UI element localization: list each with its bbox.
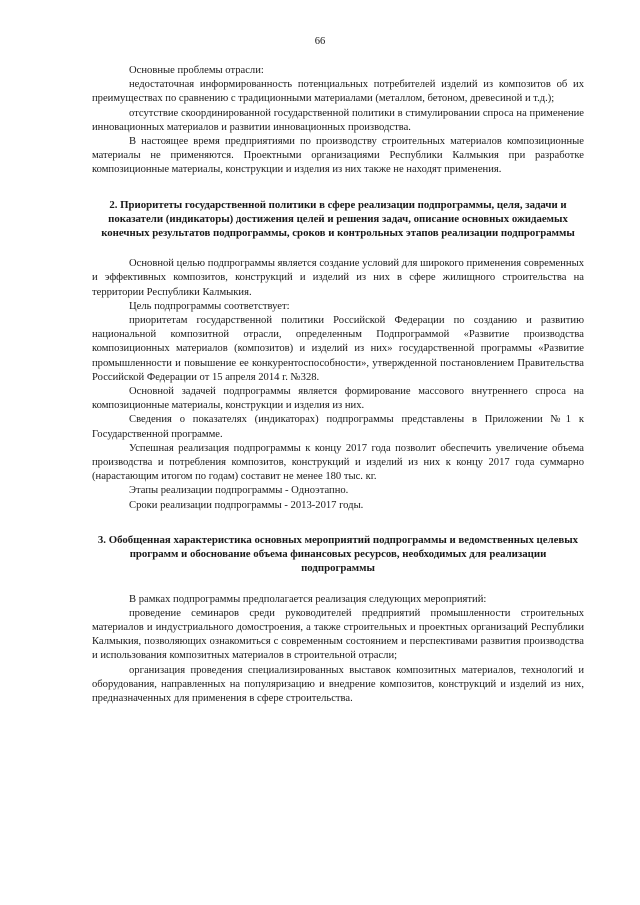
paragraph: Цель подпрограммы соответствует: bbox=[129, 300, 290, 312]
paragraph: Сроки реализации подпрограммы - 2013-2017 годы. bbox=[129, 499, 364, 511]
paragraph: Сведения о показателях (индикаторах) подпрограммы представлены в Приложении №1 к Государственной программе. bbox=[92, 414, 584, 440]
paragraph: проведение семинаров среди руководителей предприятий промышленности строительных материалов и индустриального домостроения, а также строительных и проектных организаций Республики Калмыкия, позволяющих ознакомиться с современным состоянием и перспективами развития производства и использования композитных материалов в строительной отрасли; bbox=[92, 607, 584, 662]
page-content bbox=[92, 64, 584, 706]
paragraph: Этапы реализации подпрограммы - Одноэтапно. bbox=[129, 485, 349, 497]
paragraph: отсутствие скоординированной государственной политики в стимулировании спроса на применение инновационных материалов и развитии инновационных производства. bbox=[92, 107, 584, 133]
section-heading: 3. Обобщенная характеристика основных мероприятий подпрограммы и ведомственных целевых программ и обоснование объема финансовых ресурсов, необходимых для реализации подпрограммы bbox=[97, 533, 579, 575]
page-number: 66 bbox=[314, 36, 326, 47]
paragraph: Основной целью подпрограммы является создание условий для широкого применения современных и эффективных композитов, конструкций и изделий из них в сфере жилищного строительства на территории Республики Калмыкия. bbox=[92, 258, 584, 298]
section-heading: 2. Приоритеты государственной политики в сфере реализации подпрограммы, целя, задачи и показатели (индикаторы) достижения целей и решения задач, описание основных ожидаемых конечных результатов подпрограммы, сроков и контрольных этапов реализации подпрограммы bbox=[101, 198, 575, 240]
paragraph: Основной задачей подпрограммы является формирование массового внутреннего спроса на композиционные материалы, конструкции и изделия из них. bbox=[92, 386, 584, 412]
paragraph: недостаточная информированность потенциальных потребителей изделий из композитов об их преимуществах по сравнению с традиционными материалами (металлом, бетоном, древесиной и т.д.); bbox=[92, 79, 584, 105]
paragraph: организация проведения специализированных выставок композитных материалов, технологий и оборудования, направленных на популяризацию и внедрение композитов, конструкций и изделий из них, предназначенных для применения в сфере строительства. bbox=[92, 664, 584, 704]
paragraph: Успешная реализация подпрограммы к концу 2017 года позволит обеспечить увеличение объема производства и потребления композитов, конструкций и изделий из них к концу 2017 года суммарно (нарастающим итогом по годам) составит не менее 180 тыс. кг. bbox=[92, 442, 584, 483]
paragraph: В настоящее время предприятиями по производству строительных материалов композиционные материалы не применяются. Проектными организациями Республики Калмыкия при разработке композиционные материалы, конструкции и изделия из них также не находят применения. bbox=[92, 136, 584, 176]
paragraph: приоритетам государственной политики Российской Федерации по созданию и развитию национальной композитной отрасли, определенным Подпрограммой «Развитие производства композиционных материалов (композитов) и изделий из них» государственной программы «Развитие промышленности и повышение ее конкурентоспособности», утвержденной постановлением Правительства Российской Федерации от 15 апреля 2014 г. №328. bbox=[92, 315, 584, 383]
paragraph: Основные проблемы отрасли: bbox=[129, 65, 264, 76]
paragraph: В рамках подпрограммы предполагается реализация следующих мероприятий: bbox=[129, 593, 487, 605]
